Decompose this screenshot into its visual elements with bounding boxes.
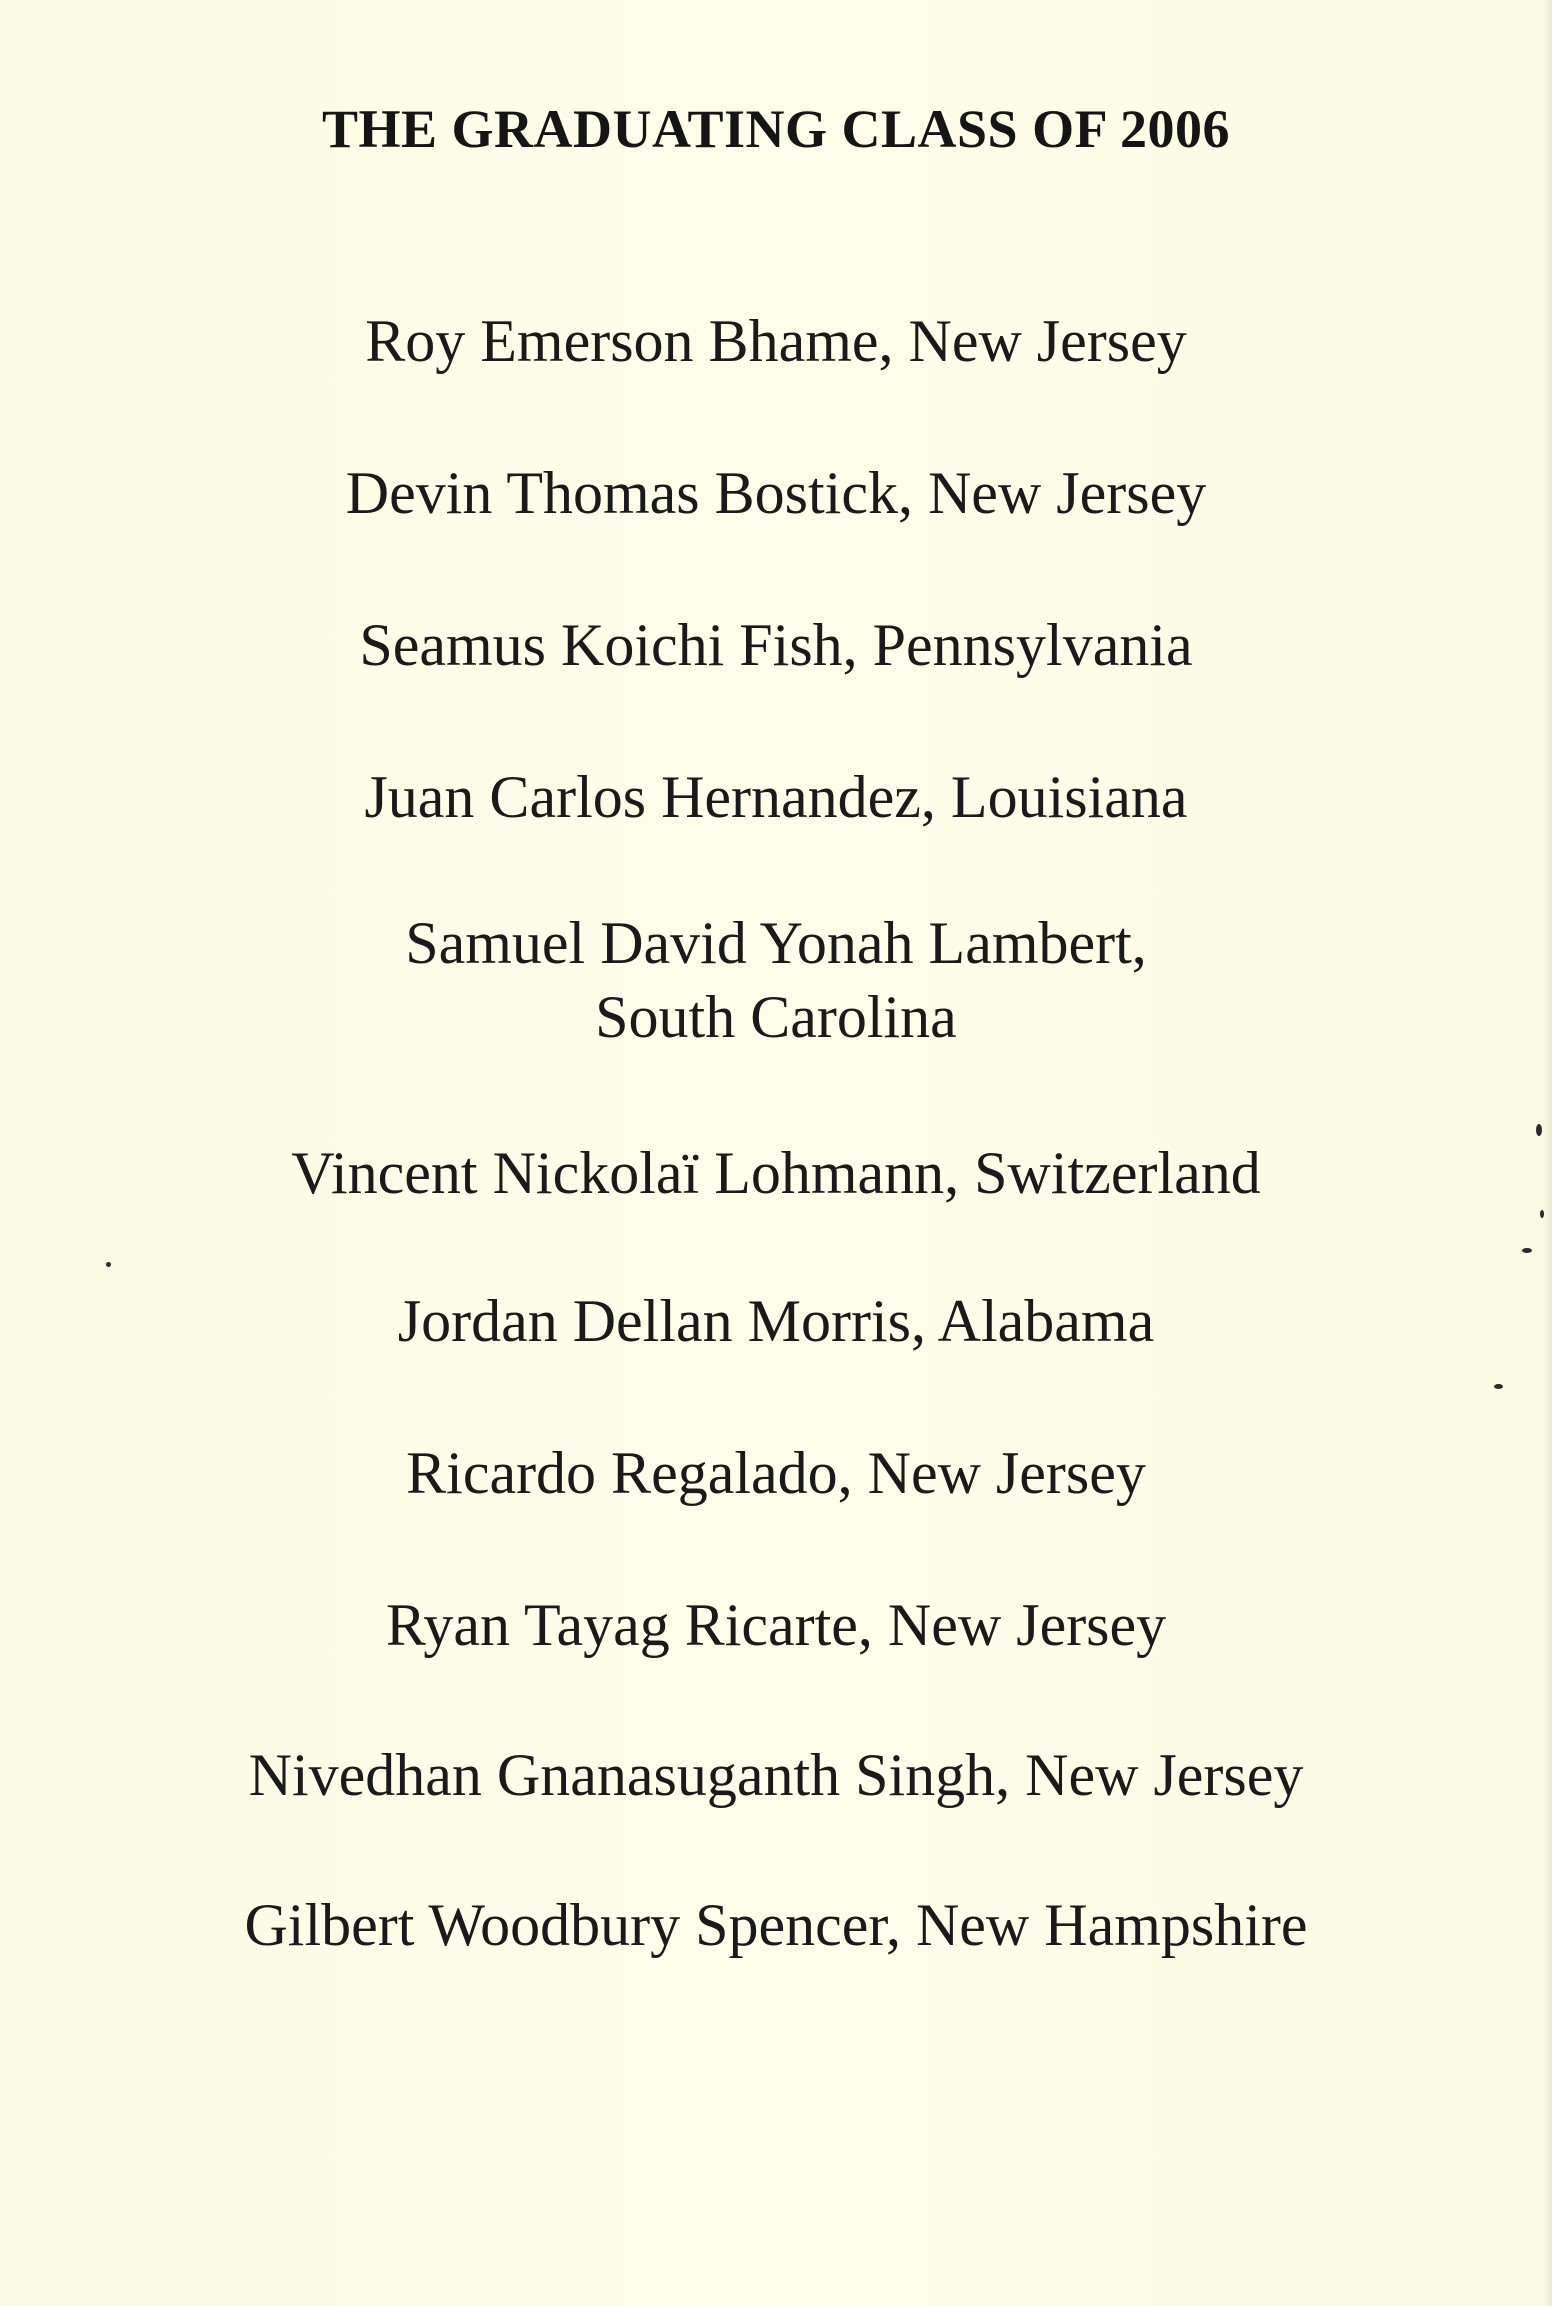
paper-speck [1494,1384,1503,1389]
graduate-entry [0,1284,1552,1358]
paper-speck [1522,1248,1532,1253]
graduate-entry [0,1888,1552,1962]
graduate-entry [0,304,1552,378]
paper-speck [1536,1124,1542,1136]
paper-speck [106,1262,111,1267]
graduate-entry [0,456,1552,530]
graduate-name: Ryan Tayag Ricarte, New Jersey [385,1592,1167,1658]
graduate-name: Vincent Nickolaï Lohmann, Switzerland [291,1140,1261,1206]
graduate-name: Roy Emerson Bhame, New Jersey [365,308,1187,374]
graduate-entry [0,760,1552,834]
graduate-entry [0,608,1552,682]
graduate-entry [0,1436,1552,1510]
graduate-entry [0,1738,1552,1812]
graduate-name: Samuel David Yonah Lambert, [405,910,1147,976]
graduate-name: Nivedhan Gnanasuganth Singh, New Jersey [248,1742,1304,1808]
graduate-state: South Carolina [595,984,957,1050]
graduate-name: Gilbert Woodbury Spencer, New Hampshire [244,1892,1308,1958]
graduate-name: Jordan Dellan Morris, Alabama [397,1288,1155,1354]
graduate-entry [0,906,1552,1054]
graduate-entry [0,1588,1552,1662]
graduate-name: Ricardo Regalado, New Jersey [406,1440,1146,1506]
graduate-entry [0,1136,1552,1210]
paper-speck [1540,1210,1544,1218]
graduate-name: Devin Thomas Bostick, New Jersey [345,460,1207,526]
graduate-name: Seamus Koichi Fish, Pennsylvania [359,612,1193,678]
page-title: THE GRADUATING CLASS OF 2006 [321,99,1231,159]
graduate-name: Juan Carlos Hernandez, Louisiana [364,764,1188,830]
